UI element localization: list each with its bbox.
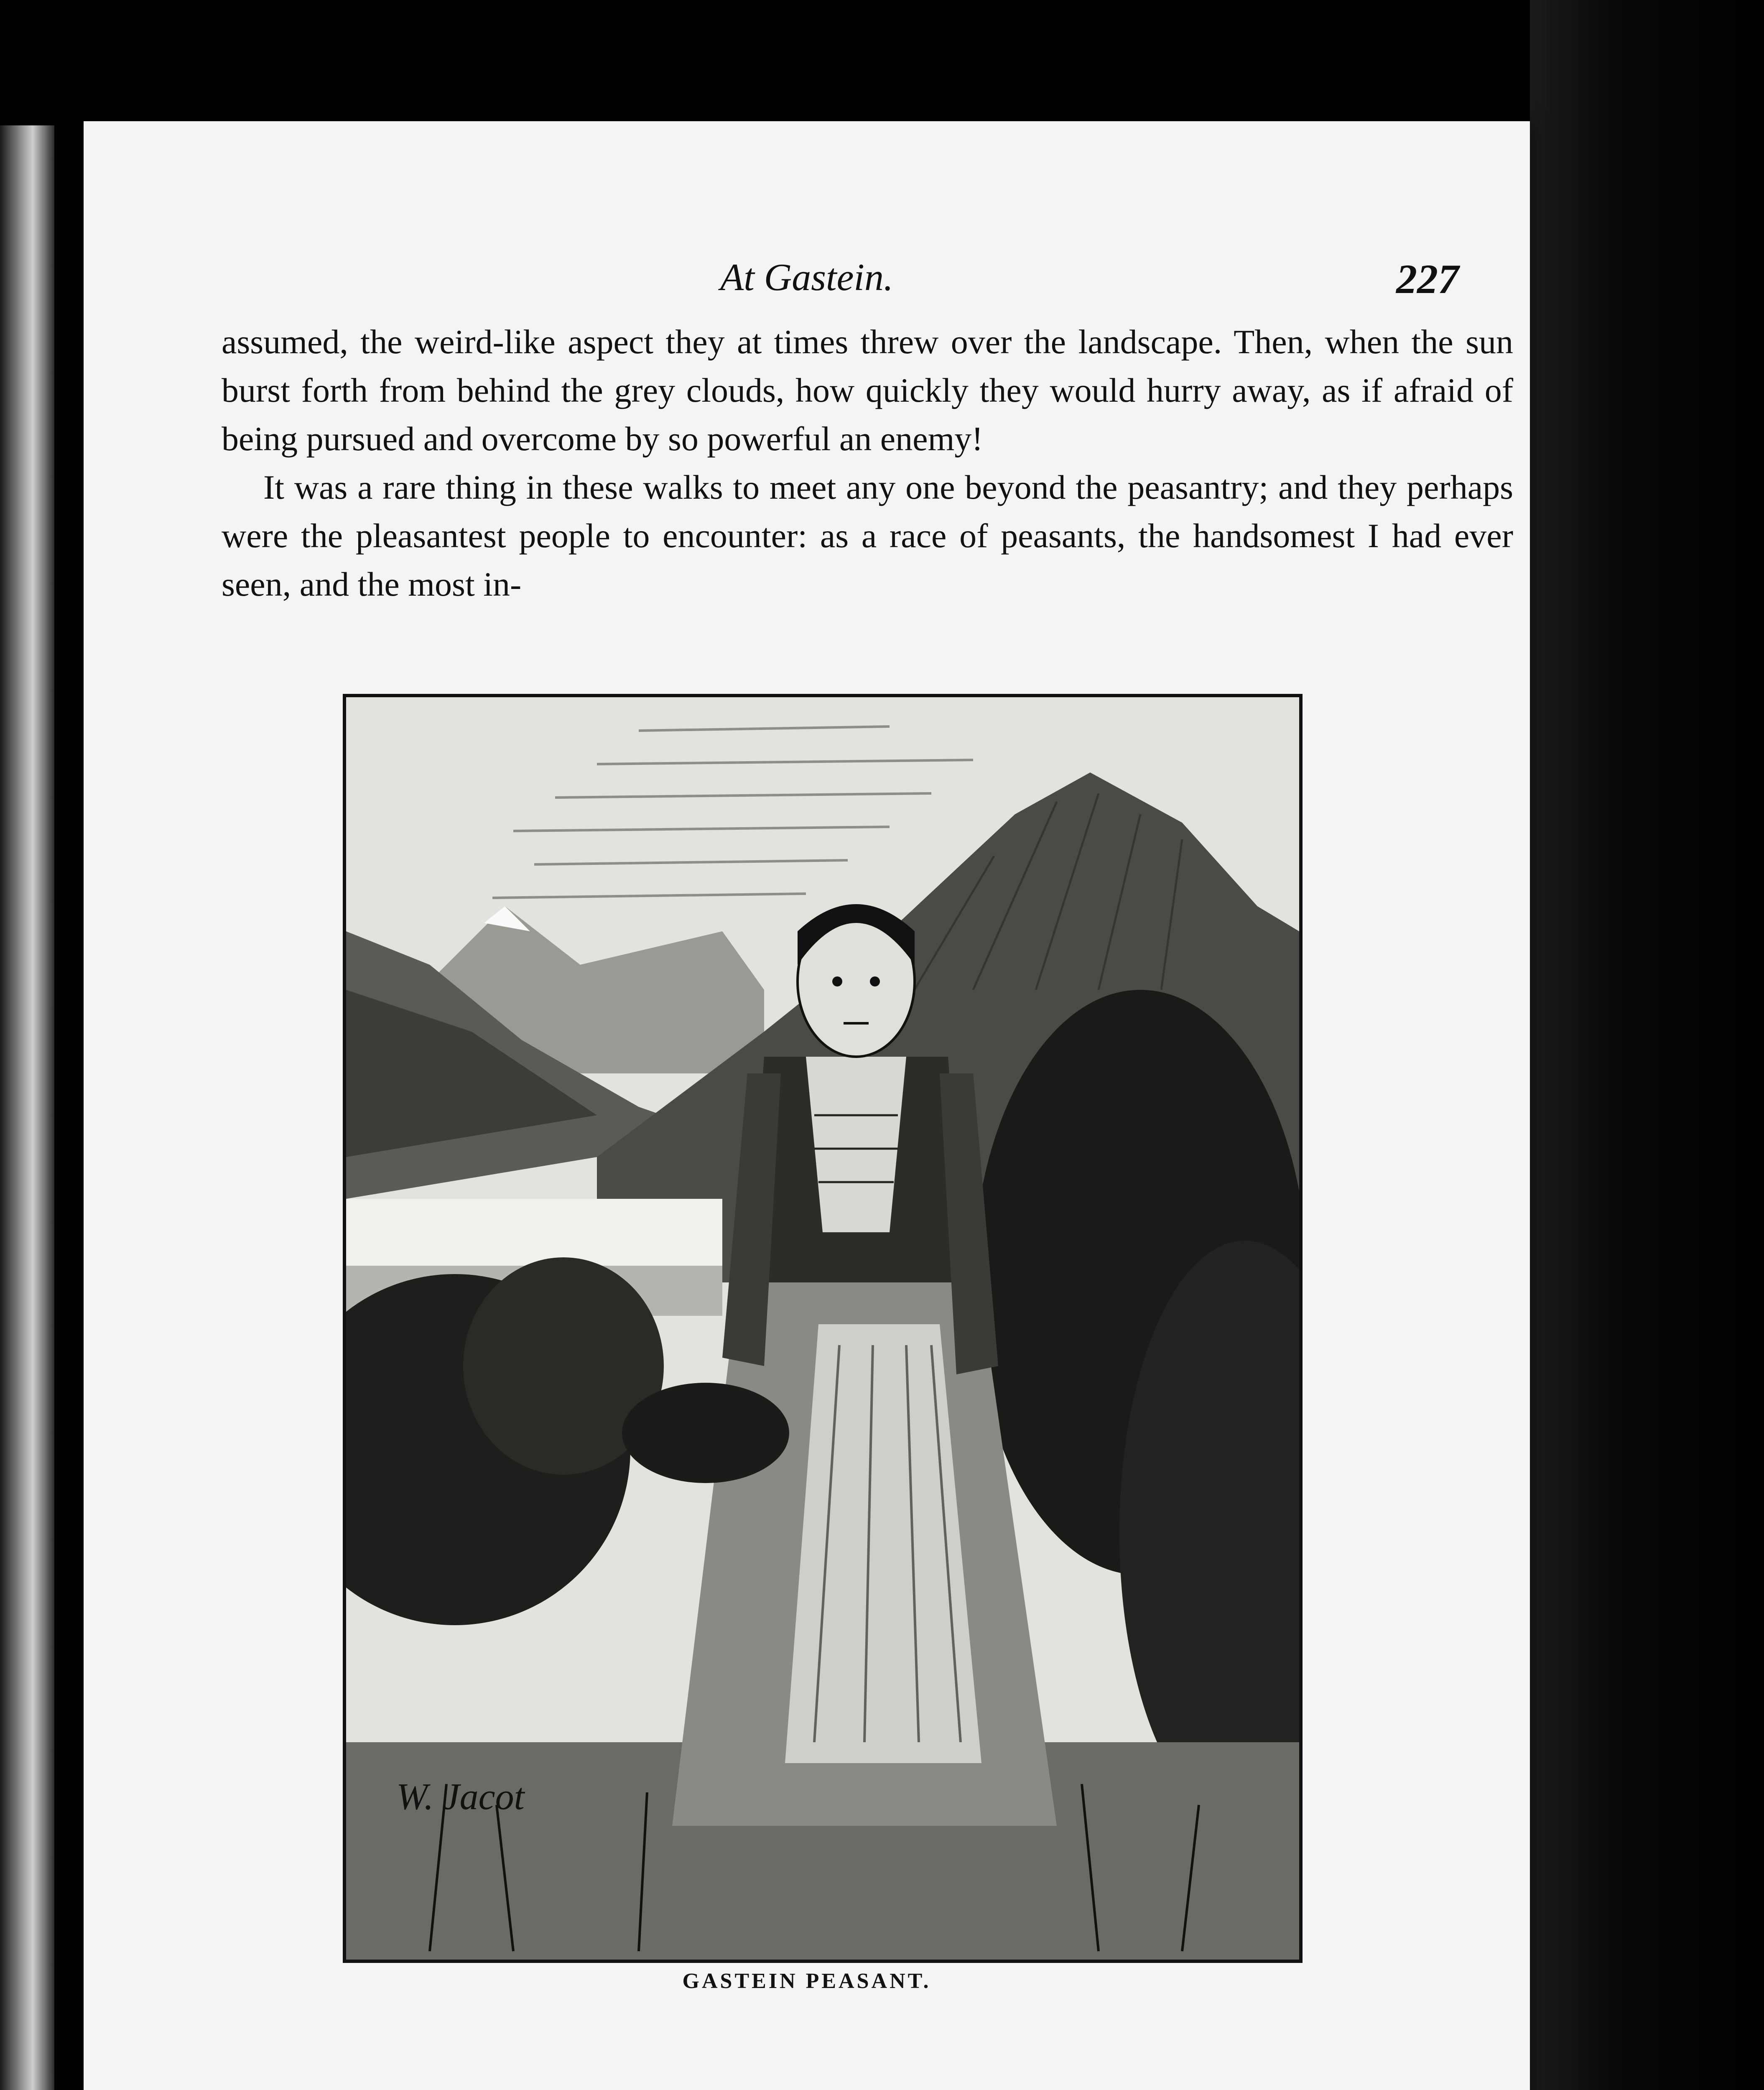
book-page bbox=[84, 121, 1530, 2090]
paragraph: assumed, the weird-like aspect they at times threw over the landscape. Then, when the sun burst forth from behind the grey clouds, how quickly they would hurry away, as if afraid of being pursued and overcome by so powerful an enemy! bbox=[222, 323, 1513, 458]
previous-page-edge bbox=[0, 125, 54, 2090]
text-block-top bbox=[222, 318, 1513, 609]
engraver-signature: W. Jacot bbox=[396, 1776, 525, 1817]
illustration-caption: GASTEIN PEASANT. bbox=[682, 1969, 931, 1993]
running-head bbox=[84, 255, 1530, 318]
engraving-illustration bbox=[343, 694, 1303, 1963]
engraving-picture bbox=[346, 697, 1299, 1960]
running-title: At Gastein. bbox=[720, 256, 893, 298]
background-shadow bbox=[1530, 0, 1764, 2090]
page-number: 227 bbox=[1396, 256, 1459, 302]
paragraph: It was a rare thing in these walks to meet any one beyond the peasantry; and they perhaps were the pleasantest people to encounter: as a race of peasants, the handsomest I had ever seen, and the most in- bbox=[222, 468, 1513, 603]
